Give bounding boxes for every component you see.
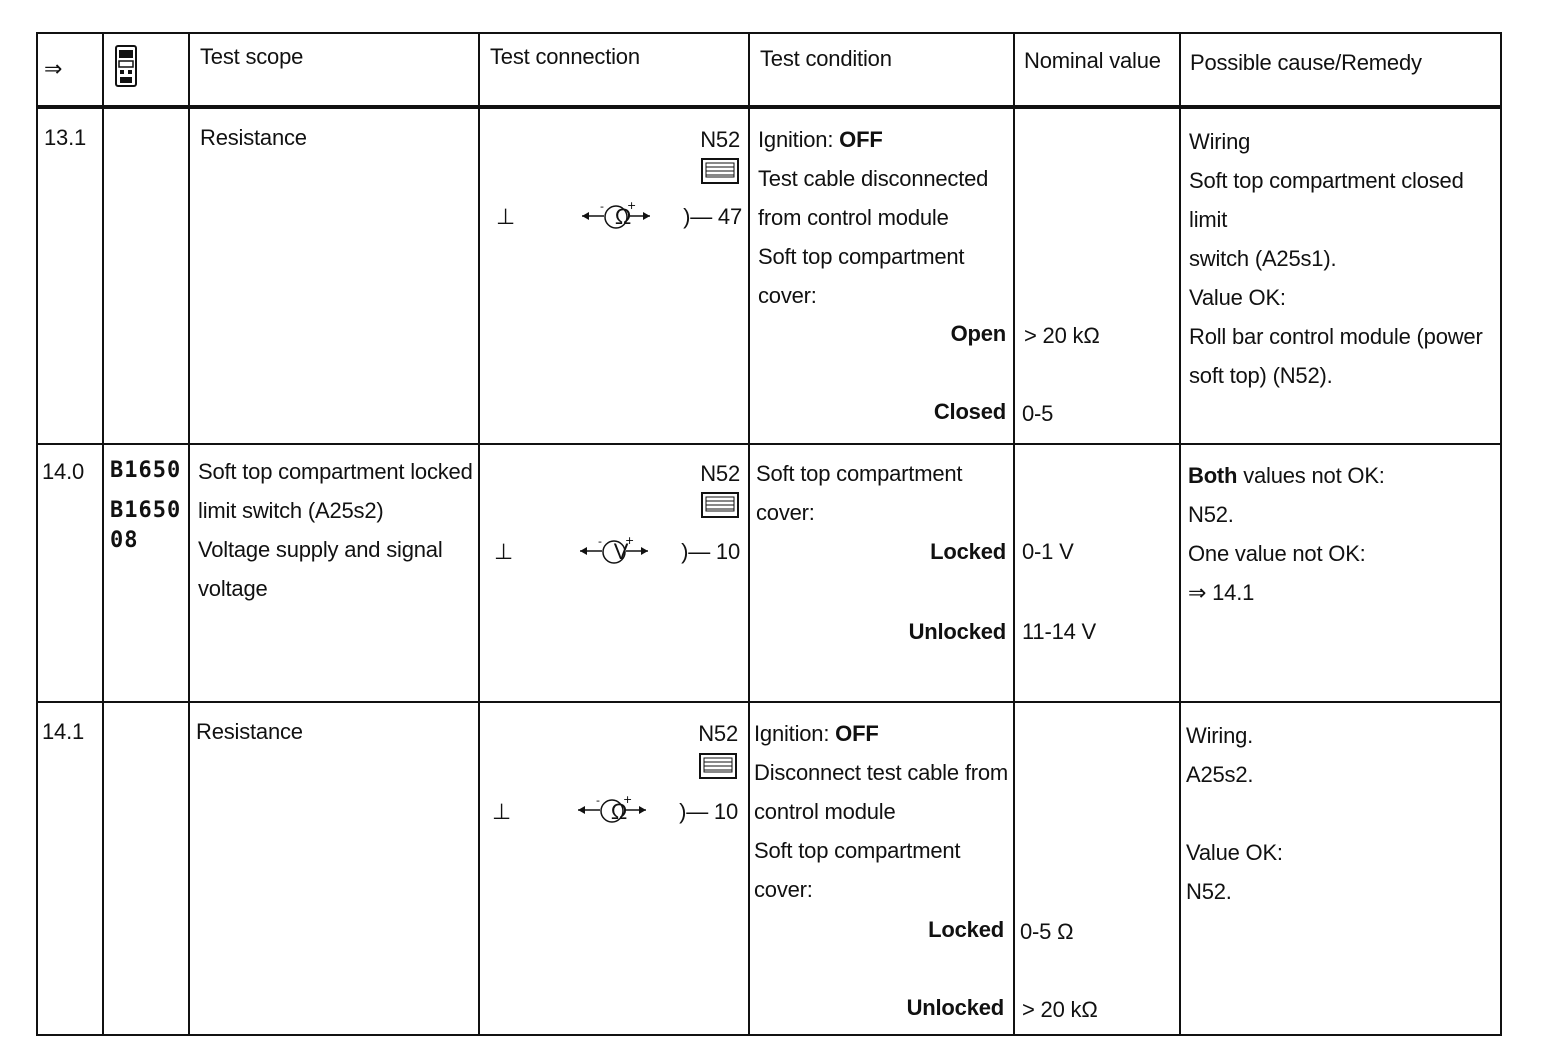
state-label bbox=[758, 392, 1006, 431]
column-divider bbox=[188, 32, 190, 1036]
condition-line: Soft top compartment bbox=[754, 838, 961, 863]
remedy-line: Soft top compartment closed limit bbox=[1189, 168, 1464, 232]
state-unlocked: Unlocked bbox=[906, 995, 1004, 1020]
state-closed: Closed bbox=[933, 399, 1006, 424]
condition-line bbox=[754, 714, 1008, 753]
column-divider bbox=[478, 32, 480, 1036]
svg-text:+: + bbox=[627, 200, 637, 212]
fault-code: B1650 bbox=[110, 498, 182, 523]
svg-text:-: - bbox=[598, 535, 602, 548]
svg-text:-: - bbox=[600, 200, 604, 213]
condition-line: cover: bbox=[758, 283, 817, 308]
remedy-line: Wiring. bbox=[1186, 723, 1254, 748]
scope-line: limit switch (A25s2) bbox=[198, 498, 384, 523]
remedy-line: Wiring bbox=[1189, 129, 1251, 154]
test-scope: Resistance bbox=[196, 719, 303, 744]
column-divider bbox=[102, 32, 104, 1036]
pin-value: 47 bbox=[717, 204, 742, 229]
state-label bbox=[756, 612, 1006, 651]
nominal-value: > 20 kΩ bbox=[1024, 323, 1100, 348]
condition-label: Ignition: bbox=[758, 127, 840, 152]
nominal-value: 0-5 bbox=[1022, 401, 1054, 426]
condition-line: Soft top compartment bbox=[758, 244, 965, 269]
test-scope bbox=[198, 452, 473, 608]
header-test-scope: Test scope bbox=[200, 44, 304, 69]
fault-codes bbox=[110, 452, 181, 560]
scope-line: voltage bbox=[198, 576, 268, 601]
condition-text bbox=[758, 120, 988, 315]
condition-line: control module bbox=[754, 799, 896, 824]
ground-symbol: ⊥ bbox=[492, 799, 511, 824]
condition-line: Test cable disconnected bbox=[758, 166, 989, 191]
state-label bbox=[758, 314, 1006, 353]
header-possible-cause: Possible cause/Remedy bbox=[1190, 50, 1422, 75]
state-label bbox=[754, 988, 1004, 1027]
condition-text bbox=[754, 714, 1008, 909]
test-scope: Resistance bbox=[200, 125, 307, 150]
step-number: 13.1 bbox=[44, 125, 87, 150]
remedy-text bbox=[1188, 456, 1385, 612]
row-divider bbox=[36, 443, 1502, 445]
remedy-line: N52. bbox=[1188, 502, 1234, 527]
remedy-label: values not OK: bbox=[1237, 463, 1385, 488]
remedy-line: Value OK: bbox=[1189, 285, 1286, 310]
nominal-value: 11-14 V bbox=[1022, 619, 1097, 644]
state-label bbox=[754, 910, 1004, 949]
pin-number: )— 47 bbox=[683, 204, 742, 229]
connector-icon bbox=[698, 752, 738, 787]
svg-text:-: - bbox=[596, 794, 600, 807]
pin-number: )— 10 bbox=[681, 539, 740, 564]
connector-icon bbox=[700, 491, 740, 526]
module-label: N52 bbox=[698, 721, 738, 746]
condition-value: OFF bbox=[835, 721, 879, 746]
module-label: N52 bbox=[700, 461, 740, 486]
remedy-line: N52. bbox=[1186, 879, 1232, 904]
nominal-value: 0-5 Ω bbox=[1020, 919, 1074, 944]
remedy-line: ⇒ 14.1 bbox=[1188, 580, 1255, 605]
module-label: N52 bbox=[700, 127, 740, 152]
remedy-line: switch (A25s1). bbox=[1189, 246, 1337, 271]
remedy-line: One value not OK: bbox=[1188, 541, 1366, 566]
condition-line: cover: bbox=[756, 500, 815, 525]
condition-line: from control module bbox=[758, 205, 949, 230]
nominal-value: > 20 kΩ bbox=[1022, 997, 1098, 1022]
column-divider bbox=[748, 32, 750, 1036]
meter-symbol: Ω bbox=[610, 799, 628, 824]
pin-number: )— 10 bbox=[679, 799, 738, 824]
remedy-line bbox=[1188, 456, 1385, 495]
condition-line: Disconnect test cable from bbox=[754, 760, 1009, 785]
state-label bbox=[756, 532, 1006, 571]
column-divider bbox=[1013, 32, 1015, 1036]
remedy-text bbox=[1189, 122, 1502, 395]
ground-symbol: ⊥ bbox=[496, 204, 515, 229]
condition-value: OFF bbox=[839, 127, 883, 152]
nominal-value: 0-1 V bbox=[1022, 539, 1074, 564]
scope-line: Voltage supply and signal bbox=[198, 537, 443, 562]
condition-text bbox=[756, 454, 962, 532]
meter-symbol: Ω bbox=[614, 204, 632, 229]
remedy-line: Roll bar control module (power bbox=[1189, 324, 1483, 349]
header-divider bbox=[36, 105, 1502, 109]
pin-value: 10 bbox=[713, 799, 738, 824]
fault-code: 08 bbox=[110, 528, 139, 553]
step-number: 14.1 bbox=[42, 719, 85, 744]
pin-value: 10 bbox=[715, 539, 740, 564]
svg-text:+: + bbox=[625, 535, 635, 547]
row-divider bbox=[36, 701, 1502, 703]
remedy-line: soft top) (N52). bbox=[1189, 363, 1333, 388]
header-test-connection: Test connection bbox=[490, 44, 640, 69]
state-locked: Locked bbox=[930, 539, 1006, 564]
condition-line: Soft top compartment bbox=[756, 461, 963, 486]
condition-label: Ignition: bbox=[754, 721, 836, 746]
ground-symbol: ⊥ bbox=[494, 539, 513, 564]
header-arrow: ⇒ bbox=[44, 56, 63, 81]
scope-line: Soft top compartment locked bbox=[198, 459, 473, 484]
condition-line: cover: bbox=[754, 877, 813, 902]
state-locked: Locked bbox=[928, 917, 1004, 942]
header-test-condition: Test condition bbox=[760, 46, 892, 71]
header-nominal-value: Nominal value bbox=[1024, 48, 1161, 73]
connector-icon bbox=[700, 157, 740, 192]
state-unlocked: Unlocked bbox=[908, 619, 1006, 644]
remedy-line: A25s2. bbox=[1186, 762, 1254, 787]
remedy-line: Value OK: bbox=[1186, 840, 1283, 865]
test-table bbox=[36, 32, 1502, 1036]
fault-code: B1650 bbox=[110, 458, 182, 483]
step-number: 14.0 bbox=[42, 459, 85, 484]
tester-device-icon bbox=[114, 44, 138, 93]
meter-symbol: V bbox=[613, 539, 629, 564]
state-open: Open bbox=[950, 321, 1006, 346]
svg-text:+: + bbox=[623, 794, 633, 806]
remedy-line bbox=[1186, 794, 1283, 833]
remedy-emphasis: Both bbox=[1188, 463, 1238, 488]
remedy-text bbox=[1186, 716, 1283, 911]
condition-line bbox=[758, 120, 988, 159]
column-divider bbox=[1179, 32, 1181, 1036]
